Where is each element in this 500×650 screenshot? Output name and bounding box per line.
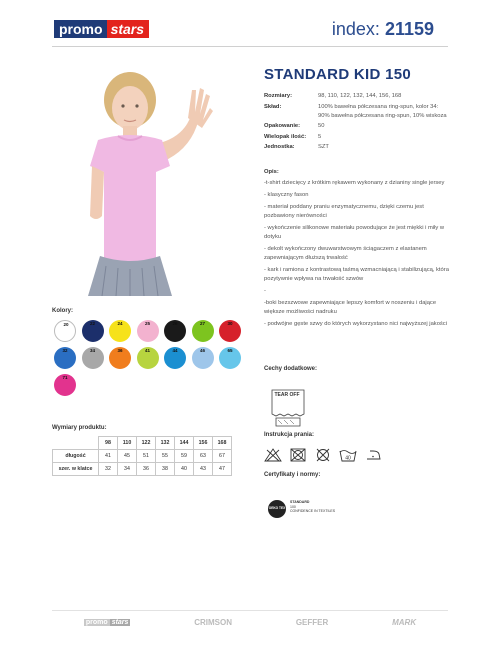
header-divider — [52, 46, 448, 47]
spec-row-unit — [264, 143, 449, 152]
no-bleach-icon — [264, 448, 282, 462]
table-cell: 47 — [213, 463, 232, 476]
spec-label: Jednostka: — [264, 144, 295, 150]
certificates-heading: Certyfikaty i normy: — [264, 472, 321, 478]
oeko-tex-logo: OEKO TEX — [268, 500, 286, 518]
product-specs — [264, 92, 449, 154]
description-item: - podwójne gęste szwy do których wykorzystano nici najwyższej jakości — [264, 321, 447, 327]
color-swatch-44[interactable] — [164, 347, 186, 369]
index-number: 21159 — [384, 19, 434, 39]
description-item: - klasyczny fason — [264, 192, 309, 198]
brand-footer — [52, 618, 448, 627]
brand-promo-part: promo — [85, 619, 108, 626]
standard-subtitle: CONFIDENCE IN TEXTILES — [290, 509, 336, 513]
description-item: - kark i ramiona z kontrastową taśmą wzmacniającą i stabilizującą, która pozytywnie wpływa na trwałość szwów — [264, 267, 449, 282]
color-code: 22 — [89, 321, 95, 326]
color-swatch-41[interactable] — [137, 347, 159, 369]
tear-off-text: TEAR OFF — [274, 392, 300, 398]
size-table — [52, 436, 232, 476]
table-cell: 67 — [213, 450, 232, 463]
color-swatch-27[interactable] — [192, 320, 214, 342]
table-row — [53, 463, 232, 476]
size-column-header: 98 — [99, 437, 118, 450]
colors-heading: Kolory: — [52, 308, 73, 314]
spec-value: SZT — [318, 144, 329, 150]
table-cell: 55 — [156, 450, 175, 463]
color-code: 26 — [172, 321, 178, 326]
spec-row-composition — [264, 103, 449, 121]
standard-number: 100 — [290, 504, 296, 509]
index-label: index: — [331, 19, 380, 39]
spec-value: 100% bawełna półczesana ring-spun, kolor 34: 90% bawełna półczesana ring-spun, 10% wiskoza — [318, 103, 447, 119]
table-cell: 45 — [118, 450, 137, 463]
color-code: 34 — [89, 348, 95, 353]
description-item: - wykończenie silikonowe materiału powodujące że jest miękki i miły w dotyku — [264, 225, 445, 240]
table-cell: 36 — [137, 463, 156, 476]
table-cell: 40 — [175, 463, 194, 476]
color-code: 25 — [144, 321, 150, 326]
table-cell: 41 — [99, 450, 118, 463]
color-code: 30 — [227, 321, 233, 326]
table-cell: 34 — [118, 463, 137, 476]
product-title: STANDARD KID 150 — [264, 66, 412, 83]
color-swatch-26[interactable] — [164, 320, 186, 342]
care-symbols — [264, 448, 382, 462]
color-code: 20 — [63, 322, 69, 327]
color-swatch-25[interactable] — [137, 320, 159, 342]
logo-promo-text: promo — [54, 20, 107, 38]
wash-temperature: 40 — [345, 455, 351, 462]
promostars-logo — [54, 20, 149, 38]
color-swatch-24[interactable] — [109, 320, 131, 342]
color-code: 41 — [144, 348, 150, 353]
footer-divider — [52, 610, 448, 611]
spec-value: 50 — [318, 123, 325, 129]
color-code: 36 — [117, 348, 123, 353]
row-label-chest-width: szer. w klatce — [53, 463, 99, 476]
color-swatch-30[interactable] — [219, 320, 241, 342]
description-item: -t-shirt dziecięcy z krótkim rękawem wykonany z dzianiny single jersey — [264, 180, 445, 186]
size-header-row — [53, 437, 232, 450]
color-code: 24 — [117, 321, 123, 326]
spec-row-sizes — [264, 92, 449, 101]
color-swatch-36[interactable] — [109, 347, 131, 369]
description-item: - — [264, 288, 266, 294]
color-swatch-71[interactable] — [54, 374, 76, 396]
table-cell: 59 — [175, 450, 194, 463]
tear-off-label-icon — [270, 388, 306, 428]
brand-stars-part: stars — [111, 619, 129, 626]
color-swatch-22[interactable] — [82, 320, 104, 342]
color-swatch-65[interactable] — [219, 347, 241, 369]
brand-geffer-logo: GEFFER — [295, 618, 329, 627]
spec-label: Opakowanie: — [264, 123, 301, 129]
size-column-header: 156 — [194, 437, 213, 450]
no-tumble-dry-icon — [289, 448, 307, 462]
color-code: 65 — [227, 348, 233, 353]
wash-40-icon — [339, 448, 357, 462]
size-column-header: 144 — [175, 437, 194, 450]
size-column-header: 132 — [156, 437, 175, 450]
table-cell: 51 — [137, 450, 156, 463]
table-row — [53, 450, 232, 463]
sizes-heading: Wymiary produktu: — [52, 425, 107, 431]
standard-label: STANDARD — [290, 500, 310, 504]
color-swatch-46[interactable] — [192, 347, 214, 369]
product-index — [332, 19, 434, 40]
color-swatch-32[interactable] — [54, 347, 76, 369]
logo-stars-text: stars — [107, 20, 149, 38]
table-cell: 43 — [194, 463, 213, 476]
spec-row-packaging — [264, 122, 449, 131]
spec-value: 98, 110, 122, 132, 144, 156, 168 — [318, 93, 402, 99]
oeko-tex-standard — [290, 500, 335, 514]
size-column-header: 122 — [137, 437, 156, 450]
color-code: 27 — [199, 321, 205, 326]
brand-crimson-logo: CRIMSON — [194, 618, 233, 627]
color-code: 46 — [199, 348, 205, 353]
brand-mark-logo: MARK — [392, 618, 417, 627]
description-item: - dekolt wykończony dwuwarstwowym ściągaczem z elastanem zapewniającym dłuższą trwałość — [264, 246, 427, 261]
color-code: 44 — [172, 348, 178, 353]
product-photo — [52, 66, 242, 296]
color-swatch-34[interactable] — [82, 347, 104, 369]
table-cell: 38 — [156, 463, 175, 476]
brand-promostars-logo — [84, 619, 131, 626]
no-dry-clean-icon — [314, 448, 332, 462]
color-code: 32 — [62, 348, 68, 353]
size-column-header: 168 — [213, 437, 232, 450]
description-list — [264, 179, 449, 332]
features-heading: Cechy dodatkowe: — [264, 366, 318, 372]
row-label-length: długość — [53, 450, 99, 463]
spec-label: Wielopak ilość: — [264, 133, 307, 140]
description-item: - materiał poddany praniu enzymatycznemu, dzięki czemu jest pozbawiony nierówności — [264, 204, 424, 219]
spec-row-multipack — [264, 133, 449, 142]
spec-label: Skład: — [264, 103, 282, 110]
table-cell: 63 — [194, 450, 213, 463]
description-item: -boki bezszwowe zapewniające lepszy komfort w noszeniu i dające większe możliwości nadruku — [264, 300, 437, 315]
spec-label: Rozmiary: — [264, 93, 293, 99]
washing-heading: Instrukcja prania: — [264, 432, 315, 438]
table-corner — [53, 437, 99, 450]
color-code: 71 — [62, 375, 68, 380]
spec-value: 5 — [318, 133, 322, 140]
size-column-header: 110 — [118, 437, 137, 450]
table-cell: 32 — [99, 463, 118, 476]
description-heading: Opis: — [264, 169, 279, 175]
iron-icon — [364, 448, 382, 462]
color-swatch-20[interactable] — [54, 320, 76, 342]
